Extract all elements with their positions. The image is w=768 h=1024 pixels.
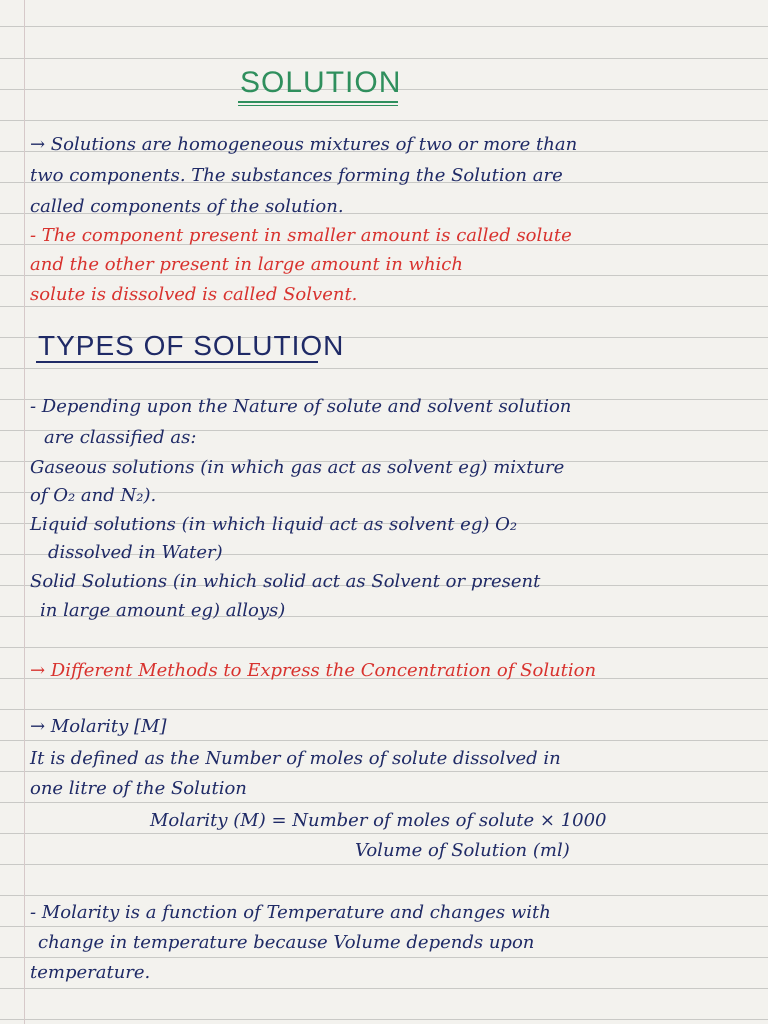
types-heading: TYPES OF SOLUTION	[38, 330, 345, 361]
types-solid-line-2: in large amount eg) alloys)	[40, 600, 286, 621]
molarity-note-3: temperature.	[30, 962, 151, 983]
intro-solute-line-1: - The component present in smaller amount is called solute	[30, 225, 572, 246]
types-liquid-line-1: Liquid solutions (in which liquid act as solvent eg) O₂	[30, 514, 518, 535]
intro-solute-line-3: solute is dissolved is called Solvent.	[30, 284, 358, 305]
types-liquid-line-2: dissolved in Water)	[48, 542, 223, 563]
intro-line-1: → Solutions are homogeneous mixtures of two or more than	[30, 134, 578, 155]
page-title: SOLUTION	[240, 66, 402, 99]
types-line-1: - Depending upon the Nature of solute and solvent solution	[30, 396, 572, 417]
molarity-definition-1: It is defined as the Number of moles of solute dissolved in	[30, 748, 561, 769]
title-underline-second	[238, 105, 398, 106]
molarity-heading: → Molarity [M]	[30, 716, 167, 737]
molarity-note-1: - Molarity is a function of Temperature and changes with	[30, 902, 551, 923]
intro-solute-line-2: and the other present in large amount in which	[30, 254, 463, 275]
types-gaseous-line-1: Gaseous solutions (in which gas act as solvent eg) mixture	[30, 457, 565, 478]
methods-heading: → Different Methods to Express the Concentration of Solution	[30, 660, 597, 681]
molarity-formula-numerator: Molarity (M) = Number of moles of solute × 1000	[150, 810, 607, 831]
types-heading-underline	[36, 361, 318, 363]
types-gaseous-line-2: of O₂ and N₂).	[30, 485, 157, 506]
intro-line-2: two components. The substances forming the Solution are	[30, 165, 563, 186]
margin-line	[24, 0, 25, 1024]
types-line-2: are classified as:	[44, 427, 197, 448]
molarity-note-2: change in temperature because Volume depends upon	[38, 932, 535, 953]
intro-line-3: called components of the solution.	[30, 196, 344, 217]
molarity-definition-2: one litre of the Solution	[30, 778, 247, 799]
types-solid-line-1: Solid Solutions (in which solid act as Solvent or present	[30, 571, 541, 592]
molarity-formula-denominator: Volume of Solution (ml)	[355, 840, 570, 861]
title-underline	[238, 101, 398, 103]
